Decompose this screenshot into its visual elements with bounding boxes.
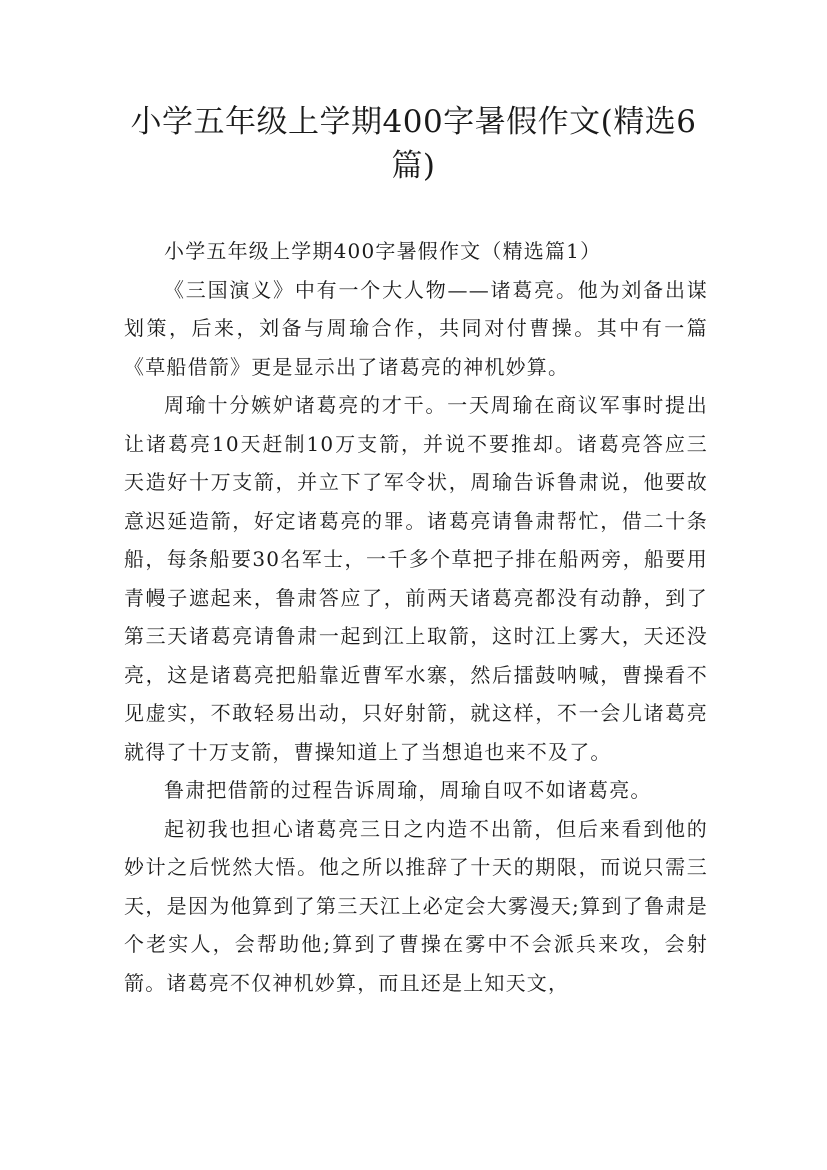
body-paragraph: 周瑜十分嫉妒诸葛亮的才干。一天周瑜在商议军事时提出让诸葛亮10天赶制10万支箭，并说不要推却。诸葛亮答应三天造好十万支箭，并立下了军令状，周瑜告诉鲁肃说，他要故意迟延造箭，好定诸葛亮的罪。诸葛亮请鲁肃帮忙，借二十条船，每条船要30名军士，一千多个草把子排在船两旁，船要用青幔子遮起来，鲁肃答应了，前两天诸葛亮都没有动静，到了第三天诸葛亮请鲁肃一起到江上取箭，这时江上雾大，天还没亮，这是诸葛亮把船靠近曹军水寨，然后擂鼓呐喊，曹操看不见虚实，不敢轻易出动，只好射箭，就这样，不一会儿诸葛亮就得了十万支箭，曹操知道上了当想追也来不及了。 <box>124 393 708 764</box>
title-line-2: 篇) <box>391 148 436 184</box>
body-paragraph: 鲁肃把借箭的过程告诉周瑜，周瑜自叹不如诸葛亮。 <box>164 778 652 802</box>
document-title <box>100 100 727 188</box>
body-paragraph: 起初我也担心诸葛亮三日之内造不出箭，但后来看到他的妙计之后恍然大悟。他之所以推辞了十天的期限，而说只需三天，是因为他算到了第三天江上必定会大雾漫天;算到了鲁肃是个老实人，会帮助他;算到了曹操在雾中不会派兵来攻，会射箭。诸葛亮不仅神机妙算，而且还是上知天文， <box>124 816 708 995</box>
section-heading: 小学五年级上学期400字暑假作文（精选篇1） <box>164 239 602 263</box>
body-paragraph: 《三国演义》中有一个大人物——诸葛亮。他为刘备出谋划策，后来，刘备与周瑜合作，共同对付曹操。其中有一篇《草船借箭》更是显示出了诸葛亮的神机妙算。 <box>124 277 708 379</box>
title-line-1: 小学五年级上学期400字暑假作文(精选6 <box>130 104 697 140</box>
document-body <box>124 232 708 1002</box>
